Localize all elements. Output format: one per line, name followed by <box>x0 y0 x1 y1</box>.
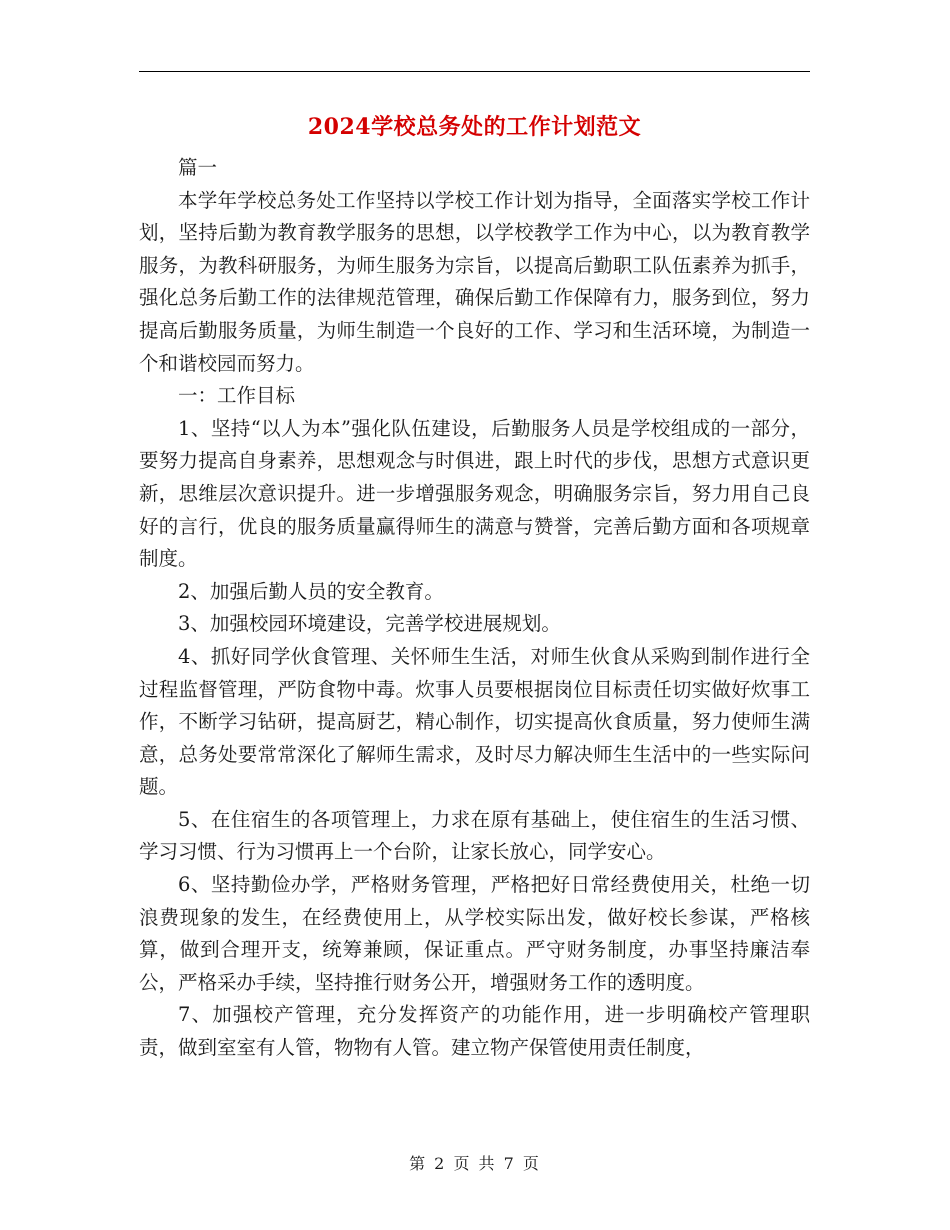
document-body <box>139 152 810 1065</box>
section-heading-pian-yi: 篇一 <box>178 156 218 179</box>
goal-item-1: 1、坚持“以人为本”强化队伍建设，后勤服务人员是学校组成的一部分，要努力提高自身素养，思想观念与时俱进，跟上时代的步伐，思想方式意识更新，思维层次意识提升。进一步增强服务观念，明确服务宗旨，努力用自己良好的言行，优良的服务质量赢得师生的满意与赞誉，完善后勤方面和各项规章制度。 <box>139 416 810 571</box>
goal-item-6: 6、坚持勤俭办学，严格财务管理，严格把好日常经费使用关，杜绝一切浪费现象的发生，在经费使用上，从学校实际出发，做好校长参谋，严格核算，做到合理开支，统筹兼顾，保证重点。严守财务制度，办事坚持廉洁奉公，严格采办手续，坚持推行财务公开，增强财务工作的透明度。 <box>139 873 810 994</box>
document-title: 2024学校总务处的工作计划范文 <box>307 114 642 140</box>
header-rule <box>139 71 810 72</box>
goal-item-3: 3、加强校园环境建设，完善学校进展规划。 <box>178 612 561 636</box>
intro-paragraph: 本学年学校总务处工作坚持以学校工作计划为指导，全面落实学校工作计划，坚持后勤为教育教学服务的思想，以学校教学工作为中心，以为教育教学服务，为教科研服务，为师生服务为宗旨，以提高后勤职工队伍素养为抓手，强化总务后勤工作的法律规范管理，确保后勤工作保障有力，服务到位，努力提高后勤服务质量，为师生制造一个良好的工作、学习和生活环境，为制造一个和谐校园而努力。 <box>139 188 810 375</box>
page-number-footer: 第 2 页 共 7 页 <box>409 1154 541 1173</box>
goal-item-5: 5、在住宿生的各项管理上，力求在原有基础上，使住宿生的生活习惯、学习习惯、行为习惯再上一个台阶，让家长放心，同学安心。 <box>139 807 810 864</box>
goal-item-7: 7、加强校产管理，充分发挥资产的功能作用，进一步明确校产管理职责，做到室室有人管，物物有人管。建立物产保管使用责任制度， <box>139 1003 810 1060</box>
goal-item-4: 4、抓好同学伙食管理、关怀师生生活，对师生伙食从采购到制作进行全过程监督管理，严防食物中毒。炊事人员要根据岗位目标责任切实做好炊事工作，不断学习钻研，提高厨艺，精心制作，切实提高伙食质量，努力使师生满意，总务处要常常深化了解师生需求，及时尽力解决师生生活中的一些实际问题。 <box>139 644 810 799</box>
section-heading-work-goals: 一：工作目标 <box>178 384 296 408</box>
goal-item-2: 2、加强后勤人员的安全教育。 <box>178 579 444 603</box>
